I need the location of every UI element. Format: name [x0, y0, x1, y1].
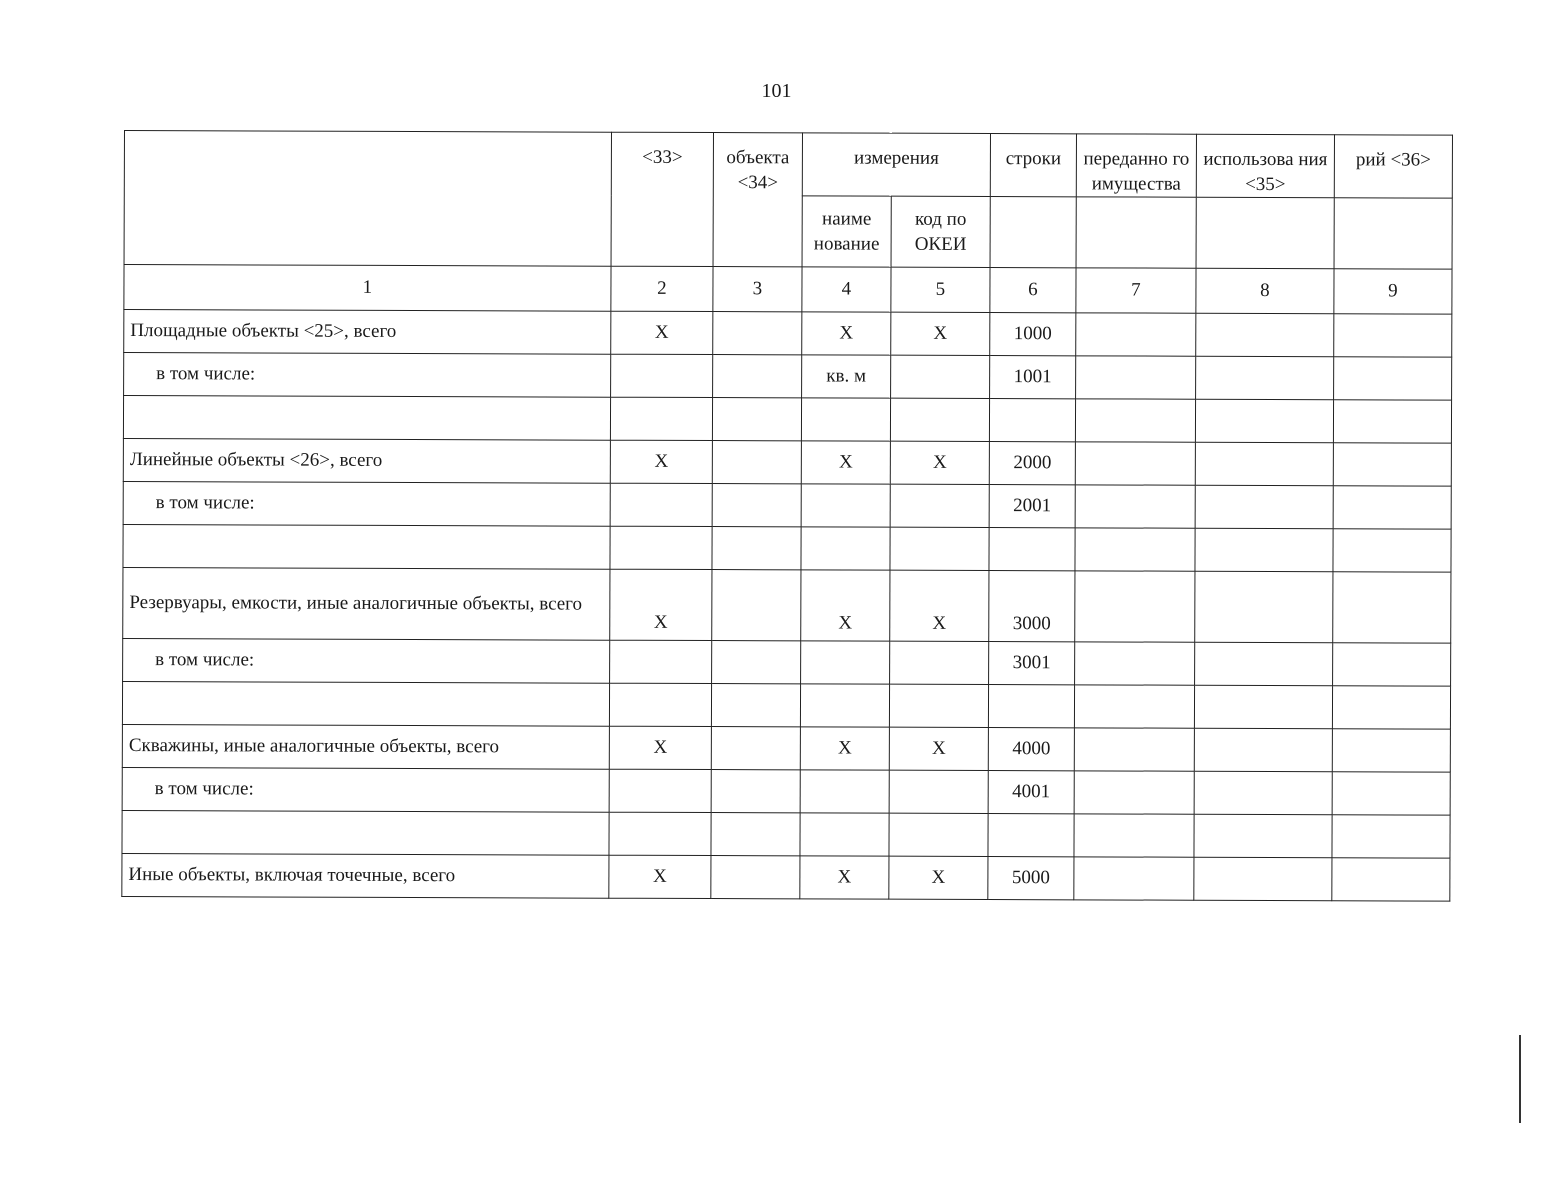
cell-col8 [1196, 313, 1334, 356]
column-number: 9 [1334, 269, 1452, 314]
cell-col3 [711, 770, 800, 813]
cell-col7 [1075, 485, 1195, 528]
cell-col9 [1332, 772, 1450, 815]
column-number: 4 [802, 267, 891, 312]
table-row-sub [123, 481, 1451, 529]
cell-col9 [1333, 486, 1451, 529]
cell-col2 [611, 354, 713, 397]
cell-col4 [801, 641, 890, 684]
table-row-empty [123, 396, 1451, 444]
cell-col9 [1334, 314, 1452, 357]
cell-col8 [1195, 571, 1333, 642]
table-row-total [124, 310, 1452, 358]
cell-col9 [1333, 643, 1451, 686]
row-code: 2001 [989, 485, 1075, 528]
row-label: Площадные объекты <25>, всего [124, 310, 611, 355]
column-number: 2 [611, 266, 713, 311]
cell-col5 [890, 641, 989, 684]
cell-col7 [1074, 771, 1194, 814]
row-code: 5000 [988, 857, 1074, 900]
cell-col3 [712, 484, 801, 527]
column-number: 1 [124, 265, 611, 312]
cell-col3 [712, 441, 801, 484]
row-code: 4000 [988, 728, 1074, 771]
header-col3: объекта <34> [713, 133, 802, 267]
row-label: в том числе: [123, 481, 610, 526]
cell-col2 [610, 483, 712, 526]
cell-col4: X [801, 441, 890, 484]
row-code: 1000 [990, 313, 1076, 356]
header-col2: <33> [611, 132, 713, 266]
table-row-sub [124, 353, 1452, 401]
cell-col5: X [891, 312, 990, 355]
cell-col4: X [802, 312, 891, 355]
cell-col4: X [801, 570, 890, 641]
cell-col5 [891, 355, 990, 398]
cell-col5: X [890, 441, 989, 484]
row-code: 1001 [990, 356, 1076, 399]
row-code: 3001 [989, 642, 1075, 685]
cell-col5: X [890, 570, 989, 641]
scan-edge-mark [1519, 1035, 1521, 1123]
cell-col7 [1075, 442, 1195, 485]
cell-col3 [712, 641, 801, 684]
row-label: Скважины, иные аналогичные объекты, всего [122, 724, 609, 769]
cell-col8 [1195, 442, 1333, 485]
cell-col7 [1074, 728, 1194, 771]
row-code: 2000 [989, 442, 1075, 485]
table-row-sub [123, 638, 1451, 686]
cell-col3 [713, 355, 802, 398]
cell-col5 [889, 770, 988, 813]
table-row-total [122, 724, 1450, 772]
header-col1 [124, 131, 611, 267]
cell-col4: X [800, 727, 889, 770]
column-number: 6 [990, 268, 1076, 313]
cell-col4: X [800, 856, 889, 899]
cell-col9 [1334, 357, 1452, 400]
table-row-total [122, 853, 1450, 901]
row-label: Иные объекты, включая точечные, всего [122, 853, 609, 898]
header-col9: рий <36> [1334, 135, 1452, 198]
table-row-total [123, 438, 1451, 486]
cell-col8 [1196, 356, 1334, 399]
cell-col9 [1333, 443, 1451, 486]
objects-table [121, 130, 1453, 902]
header-col6: строки [990, 134, 1076, 197]
row-label: Линейные объекты <26>, всего [123, 438, 610, 483]
row-label: в том числе: [124, 353, 611, 398]
header-col5-sub: код по ОКЕИ [891, 196, 990, 267]
column-number: 5 [891, 267, 990, 312]
row-code: 4001 [988, 771, 1074, 814]
column-number: 7 [1076, 268, 1196, 313]
header-col8-sub [1196, 197, 1334, 268]
cell-col2: X [609, 726, 711, 769]
cell-col2: X [610, 569, 712, 640]
cell-col5: X [889, 856, 988, 899]
header-col7: переданно го имущества [1076, 134, 1196, 197]
cell-col5: X [889, 727, 988, 770]
cell-col8 [1194, 857, 1332, 900]
cell-col3 [711, 856, 800, 899]
cell-col9 [1332, 858, 1450, 901]
cell-col7 [1075, 642, 1195, 685]
row-label: в том числе: [123, 638, 610, 683]
cell-col3 [712, 570, 801, 641]
table-row-empty [122, 810, 1450, 858]
row-label: в том числе: [122, 767, 609, 812]
cell-col8 [1194, 728, 1332, 771]
cell-col4 [800, 770, 889, 813]
header-col45: измерения [802, 133, 990, 197]
page-number: 101 [761, 80, 792, 102]
header-col4-sub: наиме нование [802, 196, 891, 267]
cell-col3 [713, 312, 802, 355]
cell-col9 [1333, 572, 1451, 643]
table-row-total [123, 567, 1451, 643]
table-row-empty [122, 681, 1450, 729]
cell-col7 [1074, 857, 1194, 900]
row-label: Резервуары, емкости, иные аналогичные объекты, всего [123, 567, 610, 640]
cell-col8 [1195, 642, 1333, 685]
cell-col3 [711, 727, 800, 770]
cell-col7 [1076, 356, 1196, 399]
row-code: 3000 [989, 571, 1075, 642]
cell-col2 [609, 769, 711, 812]
cell-col8 [1195, 485, 1333, 528]
cell-col5 [890, 484, 989, 527]
header-col8: использова ния <35> [1196, 134, 1334, 197]
cell-col8 [1194, 771, 1332, 814]
header-col9-sub [1334, 198, 1452, 269]
cell-col4: кв. м [802, 355, 891, 398]
column-number: 3 [713, 267, 802, 312]
header-col6-sub [990, 197, 1076, 268]
cell-col2: X [609, 855, 711, 898]
cell-col7 [1075, 571, 1195, 642]
cell-col2: X [610, 440, 712, 483]
cell-col2: X [611, 311, 713, 354]
header-row-top [124, 131, 1452, 199]
column-number: 8 [1196, 268, 1334, 313]
table-row-empty [123, 524, 1451, 572]
cell-col2 [610, 640, 712, 683]
cell-col4 [801, 484, 890, 527]
column-number-row [124, 265, 1452, 315]
cell-col7 [1076, 313, 1196, 356]
table-row-sub [122, 767, 1450, 815]
cell-col9 [1332, 729, 1450, 772]
header-col7-sub [1076, 197, 1196, 268]
